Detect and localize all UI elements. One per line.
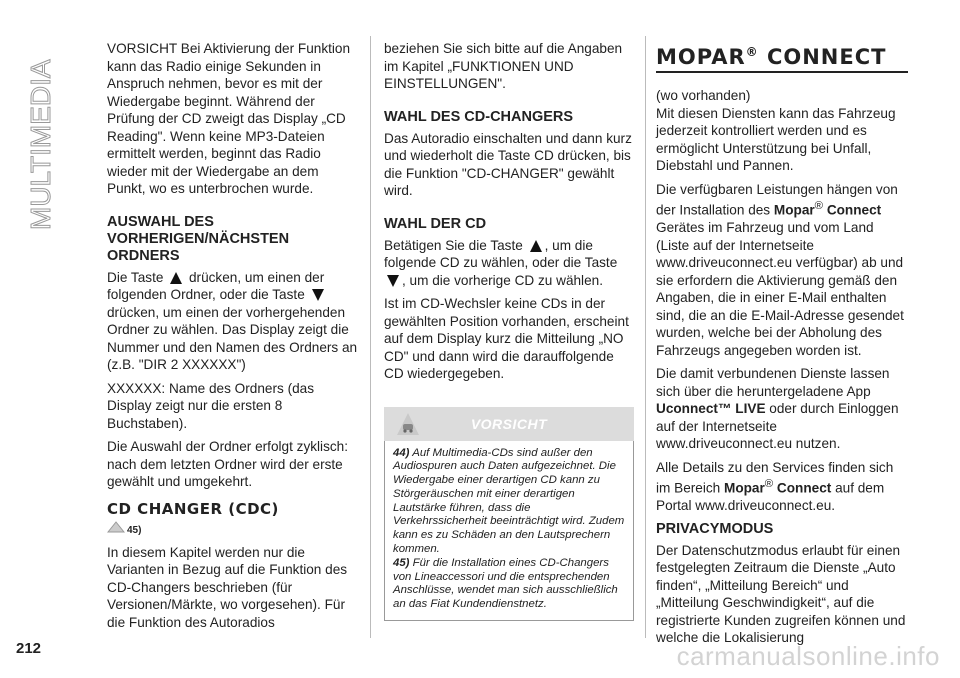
heading-privacy: PRIVACYMODUS (656, 520, 774, 537)
warning-body (384, 441, 634, 622)
section-title-text: MULTIMEDIA (25, 59, 56, 230)
section-title-vertical (6, 30, 66, 250)
changer-paragraph: Das Autoradio einschalten und dann kurz und wiederholt die Taste CD drücken, bis die Funktion "CD-CHANGER" gewählt wird. (384, 130, 632, 198)
warning-44: 44) Auf Multimedia-CDs sind außer den Audiospuren auch Daten aufgezeichnet. Die Wiedergabe einer derartigen CD kann zu Störgeräuschen mit einer derartigen Lautstärke führen, dass die Verkehrssicherheit beeinträchtigt wird. Zudem kann es zu Schäden an den Lautsprechern kommen. (393, 446, 625, 556)
title-rule (656, 71, 908, 73)
privacy-paragraph: Der Datenschutzmodus erlaubt für einen festgelegten Zeitraum die Dienste „Auto finden“, „Mitteilung Bereich“ und „Mitteilung Geschwindigkeit“, auf die registrierte Kunden zugreifen können und welche die Lokalisierung (656, 542, 906, 646)
folder-names-paragraph: XXXXXX: Name des Ordners (das Display zeigt nur die ersten 8 Buchstaben). (107, 380, 315, 431)
cdc-paragraph: In diesem Kapitel werden nur die Varianten in Bezug auf die Funktion des CD-Changers beschrieben (für Versionen/Märkte, wo vorgesehen). Für die Funktion des Autoradios (107, 544, 348, 630)
folder-instructions: Die Taste drücken, um einen der folgenden Ordner, oder die Taste drücken, um einen der vorhergehenden Ordner zu wählen. Das Display zeigt die Nummer und den Namen des Ordners an (z.B. "DIR 2 XXXXXX") (107, 269, 358, 372)
warning-small-icon (107, 521, 125, 533)
column-divider (645, 36, 646, 638)
up-arrow-icon (530, 240, 542, 252)
watermark: carmanualsonline.info (676, 641, 940, 671)
column-1 (107, 40, 359, 637)
folder-cycle-paragraph: Die Auswahl der Ordner erfolgt zyklisch: nach dem letzten Ordner wird der erste gewählt und umgekehrt. (107, 439, 349, 489)
no-cd-paragraph: Ist im CD-Wechsler keine CDs in der gewählten Position vorhanden, erscheint auf dem Display kurz die Mitteilung „NO CD" und dann wird die darauffolgende CD wiedergegeben. (384, 296, 629, 381)
column-divider (370, 36, 371, 638)
continuation-paragraph: beziehen Sie sich bitte auf die Angaben im Kapitel „FUNKTIONEN UND EINSTELLUNGEN". (384, 41, 623, 91)
details-paragraph: Alle Details zu den Services finden sich im Bereich Mopar® Connect auf dem Portal www.driveuconnect.eu. (656, 459, 894, 514)
installation-paragraph: Die verfügbaren Leistungen hängen von der Installation des Mopar® Connect Gerätes im Fahrzeug und vom Land (Liste auf der Internetseite www.driveuconnect.eu verfügbar) ab und sie erfordern die Aktivierung gemäß den Angaben, die in einer E-Mail enthalten sind, die an die E-Mail-Adresse gesendet wurden, welche bei der Abholung des Fahrzeugs angegeben worden ist. (656, 181, 904, 358)
app-paragraph: Die damit verbundenen Dienste lassen sich über die heruntergeladene App Uconnect™ LIVE oder durch Einloggen auf der Internetseite www.driveuconnect.eu nutzen. (656, 366, 899, 452)
heading-changer-select: WAHL DES CD-CHANGERS (384, 108, 574, 125)
availability-note: (wo vorhanden) (656, 88, 751, 103)
warning-box (384, 407, 634, 622)
column-2 (384, 40, 634, 621)
warning-header (384, 407, 634, 441)
cdc-reference: 45) (107, 520, 359, 540)
mopar-connect-title: MOPAR® CONNECT (656, 45, 887, 69)
heading-cd-changer: CD CHANGER (CDC) (107, 499, 279, 518)
heading-cd-select: WAHL DER CD (384, 215, 487, 232)
heading-folder-select: AUSWAHL DES VORHERIGEN/NÄCHSTEN ORDNERS (107, 213, 290, 264)
column-3 (656, 40, 908, 653)
up-arrow-icon (170, 272, 182, 284)
intro-paragraph: VORSICHT Bei Aktivierung der Funktion kann das Radio einige Sekunden in Anspruch nehmen, bevor es mit der Wiedergabe beginnt. Während der Prüfung der CD zweigt das Display „CD Reading". Wenn keine MP3-Dateien ermittelt werden, beginnt das Radio wieder mit der Wiedergabe an dem Punkt, wo es unterbrochen wurde. (107, 41, 351, 196)
page-number: 212 (16, 640, 42, 657)
warning-45: 45) Für die Installation eines CD-Changers von Lineaccessori und die entsprechenden Anschlüsse, wendet man sich ausschließlich an das Fiat Kundendienstnetz. (393, 556, 618, 611)
cd-select-instructions: Betätigen Sie die Taste , um die folgende CD zu wählen, oder die Taste , um die vorherige CD zu wählen. (384, 237, 618, 288)
down-arrow-icon (312, 289, 324, 301)
down-arrow-icon (387, 275, 399, 287)
warning-title: VORSICHT (470, 415, 548, 432)
services-paragraph: Mit diesen Diensten kann das Fahrzeug jederzeit kontrolliert werden und es ermöglicht Unterstützung bei Unfall, Diebstahl und Pannen. (656, 105, 896, 173)
